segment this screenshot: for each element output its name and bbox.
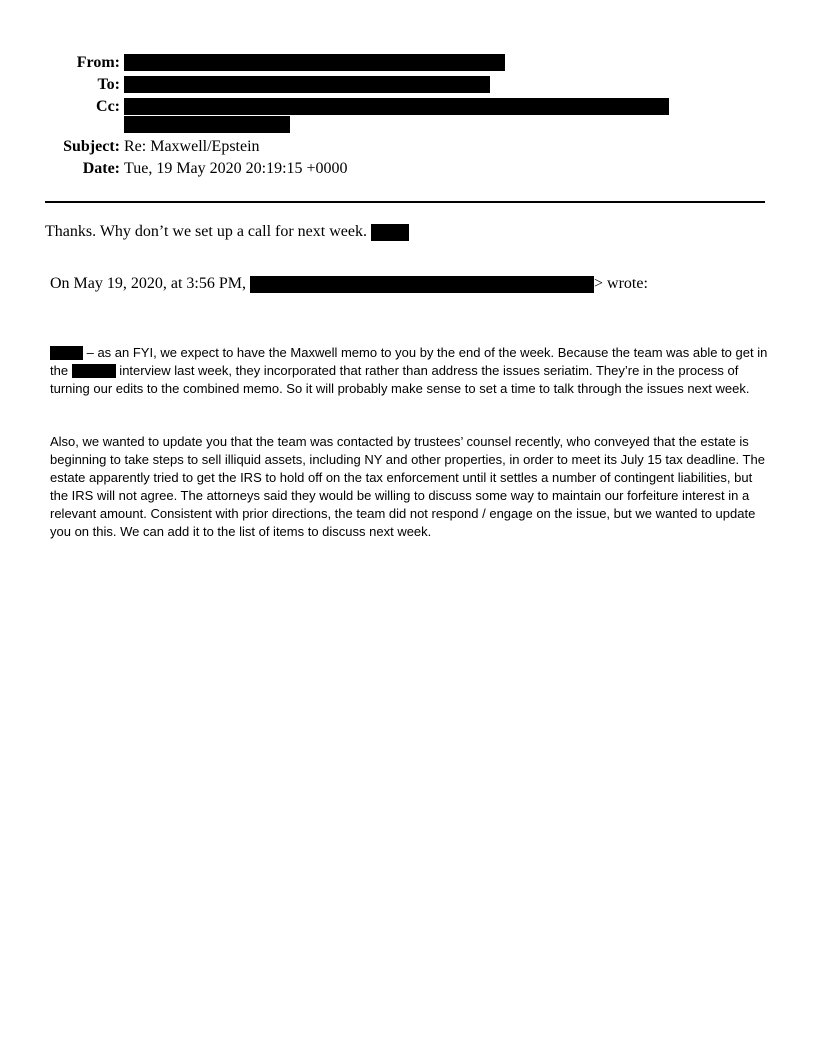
signature-redaction [371, 224, 409, 241]
paragraph-2-text: Also, we wanted to update you that the team was contacted by trustees’ counsel recently, who conveyed that the estate is beginning to take steps to sell illiquid assets, including NY and other properties, in order to meet its July 15 tax deadline. The estate apparently tried to get the IRS to hold off on the tax enforcement until it settles a number of contingent liabilities, but the IRS will not agree. The attorneys said they would be willing to discuss some way to maintain our forfeiture interest in a relevant amount. Consistent with prior directions, the team did not respond / engage on the issue, but we wanted to update you on this. We can add it to the list of items to discuss next week. [50, 434, 765, 539]
date-value: Tue, 19 May 2020 20:19:15 +0000 [124, 160, 348, 177]
cc-redaction-continued [124, 116, 290, 133]
quote-prefix: On May 19, 2020, at 3:56 PM, [50, 275, 246, 292]
date-label: Date: [82, 160, 120, 177]
header-divider [45, 201, 765, 203]
from-redaction [124, 54, 505, 71]
cc-label: Cc: [96, 98, 120, 115]
paragraph-1-part-b: interview last week, they incorporated that rather than address the issues seriatim. They’re in the process of turning our edits to the combined memo. So it will probably make sense to set a time to talk through the issues next week. [50, 363, 750, 396]
reply-text: Thanks. Why don’t we set up a call for next week. [45, 223, 367, 240]
paragraph-1-part-a: – as an FYI, we expect to have the Maxwell memo to you by the end of the week. Because the team was able to get in the [50, 345, 768, 378]
quoted-paragraph-1 [50, 344, 772, 398]
quote-suffix: > wrote: [594, 275, 648, 292]
to-redaction [124, 76, 490, 93]
to-label: To: [97, 76, 120, 93]
name-redaction [50, 346, 83, 360]
interview-redaction [72, 364, 116, 378]
subject-label: Subject: [63, 138, 120, 155]
sender-redaction [250, 276, 594, 293]
subject-value: Re: Maxwell/Epstein [124, 138, 260, 155]
reply-line [45, 222, 367, 242]
cc-redaction [124, 98, 669, 115]
from-label: From: [76, 54, 120, 71]
quoted-paragraph-2 [50, 433, 772, 541]
